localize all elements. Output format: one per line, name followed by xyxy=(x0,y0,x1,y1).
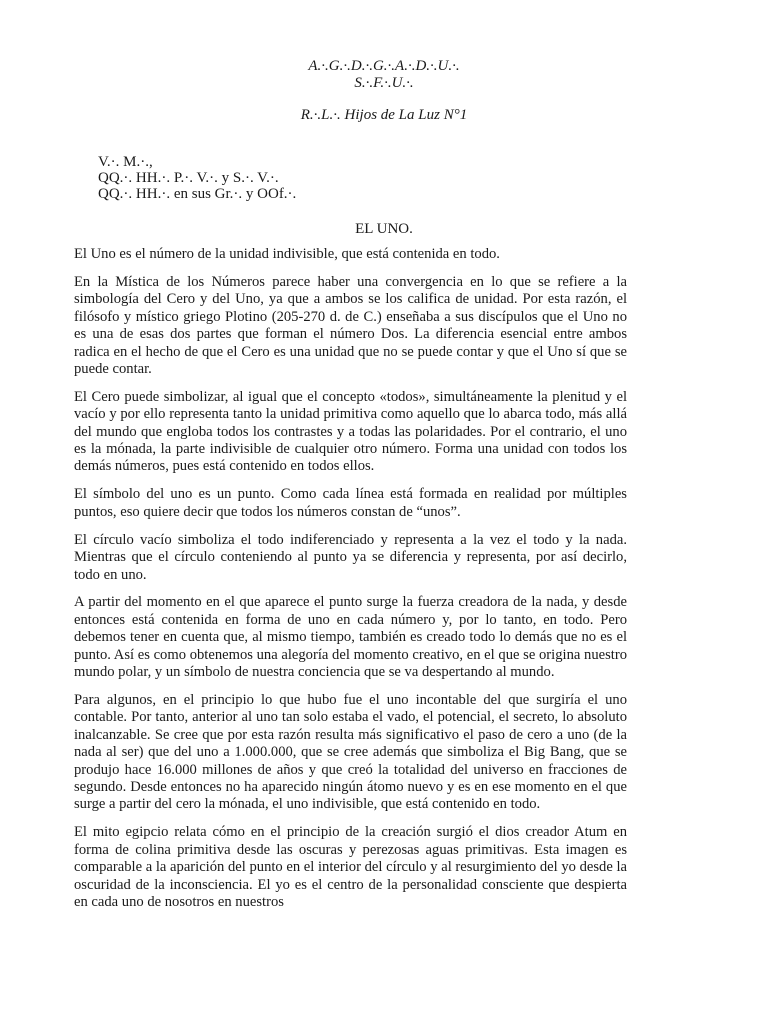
paragraph: El símbolo del uno es un punto. Como cada línea está formada en realidad por múltiples puntos, eso quiere decir que todos los números constan de “unos”. xyxy=(74,486,627,520)
paragraph: El círculo vacío simboliza el todo indiferenciado y representa a la vez el todo y la nada. Mientras que el círculo conteniendo al punto ya se diferencia y representa, por así decirlo, todo en uno. xyxy=(74,531,627,583)
header-line-1: A.·.G.·.D.·.G.·.A.·.D.·.U.·. xyxy=(308,58,460,74)
paragraph: A partir del momento en el que aparece el punto surge la fuerza creadora de la nada, y desde entonces está contenida en forma de uno en cada número y, por lo tanto, en todo. Pero debemos tener en cuenta que, al mismo tiempo, también es creado todo lo demás que no es el punto. Así es como obtenemos una alegoría del momento creativo, en el que se origina nuestro mundo polar, y un símbolo de nuestra conciencia que se va despertando al mundo. xyxy=(74,594,627,681)
lodge-name: R.·.L.·. Hijos de La Luz N°1 xyxy=(300,107,468,123)
paragraph: Para algunos, en el principio lo que hubo fue el uno incontable del que surgiría el uno contable. Por tanto, anterior al uno tan solo estaba el vado, el potencial, el secreto, lo absoluto inalcanzable. Se cree que por esta razón resulta más significativo el paso de cero a uno (de la nada al ser) que del uno a 1.000.000, que se cree además que simboliza el Big Bang, que se produjo hace 16.000 millones de años y que creó la totalidad del universo en fracciones de segundo. Desde entonces no ha aparecido ningún átomo nuevo y es en ese momento en el que surge a partir del cero la mónada, el uno indivisible, que está contenido en todo. xyxy=(74,691,627,813)
paragraph: El Uno es el número de la unidad indivisible, que está contenida en todo. xyxy=(74,246,500,262)
salutation-line: QQ.·. HH.·. P.·. V.·. y S.·. V.·. xyxy=(98,170,279,186)
document-title: EL UNO. xyxy=(355,221,413,237)
paragraph: El mito egipcio relata cómo en el principio de la creación surgió el dios creador Atum en forma de colina primitiva desde las oscuras y perezosas aguas primitivas. Esta imagen es comparable a la aparición del punto en el interior del círculo y al resurgimiento del yo desde la oscuridad de la inconsciencia. El yo es el centro de la personalidad consciente que despierta en cada uno de nosotros en nuestros xyxy=(74,824,627,910)
salutation-line: V.·. M.·., xyxy=(98,154,153,170)
salutation-line: QQ.·. HH.·. en sus Gr.·. y OOf.·. xyxy=(98,186,297,202)
paragraph: El Cero puede simbolizar, al igual que el concepto «todos», simultáneamente la plenitud y el vacío y por ello representa tanto la unidad primitiva como aquello que lo abarca todo, más allá del mundo que engloba todos los contrastes y a todas las polaridades. Por el contrario, el uno es la mónada, la parte indivisible de cualquier otro número. Forma una unidad con todos los demás números, pues está contenido en todos ellos. xyxy=(74,388,627,475)
document-body xyxy=(74,246,627,922)
header-line-2: S.·.F.·.U.·. xyxy=(354,75,414,91)
paragraph: En la Mística de los Números parece haber una convergencia en lo que se refiere a la simbología del Cero y del Uno, ya que a ambos se los califica de unidad. Por esta razón, el filósofo y místico griego Plotino (205-270 d. de C.) enseñaba a sus discípulos que el Uno no es una de esas dos partes que forman el número Dos. La diferencia esencial entre ambos radica en el hecho de que el Cero es una unidad que no se puede contar y que el Uno sí que se puede contar. xyxy=(74,273,627,377)
